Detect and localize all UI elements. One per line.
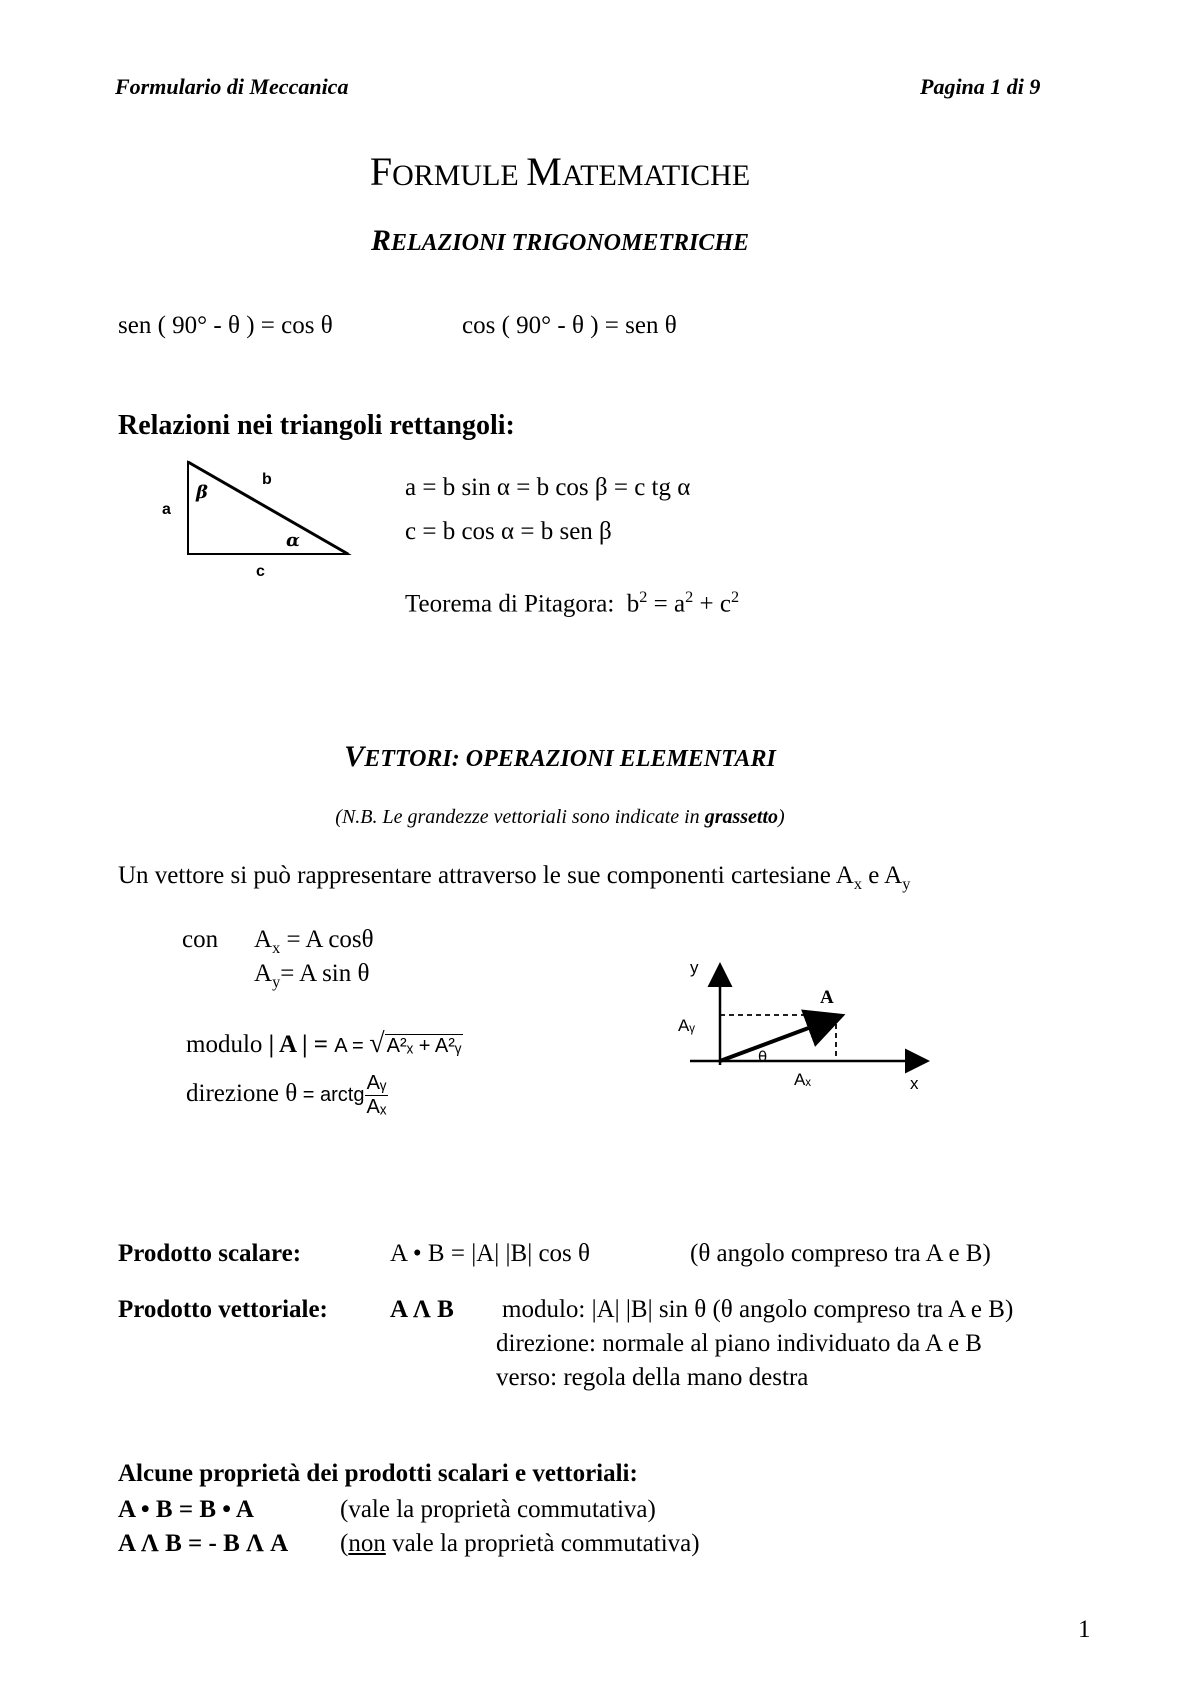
direzione-formula: direzione θ = arctg $\frac{\text{Aᵧ}}{\text{Aₓ}}$ xyxy=(186,1072,387,1118)
header-title: Formulario di Meccanica xyxy=(115,74,349,99)
pythagorean-theorem: Teorema di Pitagora: $b^2 = a^2 + c^2$ xyxy=(405,588,740,618)
diagram-label-A: A xyxy=(820,987,834,1008)
diagram-label-y: y xyxy=(690,958,699,977)
label-prodotto-vettoriale: Prodotto vettoriale: xyxy=(118,1296,328,1323)
heading-properties: Alcune proprietà dei prodotti scalari e vettoriali: xyxy=(118,1460,638,1487)
note-bold-vectors: (N.B. Le grandezze vettoriali sono indicate in grassetto) xyxy=(335,806,785,828)
modulo-formula: modulo | A | = A = √ A²ₓ + A²ᵧ xyxy=(186,1028,462,1059)
label-prodotto-scalare: Prodotto scalare: xyxy=(118,1240,302,1267)
vettoriale-direzione: direzione: normale al piano individuato da A e B xyxy=(496,1330,982,1357)
formula-prodotto-vettoriale: A Λ B xyxy=(390,1296,454,1323)
page-title: FORMULE MATEMATICHE xyxy=(369,149,751,194)
diagram-label-Ax: Aₓ xyxy=(794,1070,811,1089)
vettoriale-modulo: modulo: |A| |B| sin θ (θ angolo compreso tra A e B) xyxy=(502,1296,1014,1323)
component-ax: $A_x = A$ cosθ xyxy=(254,926,374,957)
property-commutative-note: (vale la proprietà commutativa) xyxy=(340,1496,656,1523)
note-prodotto-scalare: (θ angolo compreso tra A e B) xyxy=(690,1240,991,1267)
right-triangle-diagram xyxy=(150,452,370,582)
vector-A-arrow xyxy=(720,1017,838,1061)
property-commutative-formula: A • B = B • A xyxy=(118,1496,254,1523)
formula-cos-complement: cos ( 90° - θ ) = sen θ xyxy=(462,312,677,339)
page-number: 1 xyxy=(1078,1616,1091,1643)
property-anticommutative-formula: A Λ B = - B Λ A xyxy=(118,1530,289,1557)
section-title-vectors: VETTORI: OPERAZIONI ELEMENTARI xyxy=(344,740,776,773)
component-ay: $A_y= A$ sin θ xyxy=(254,960,370,991)
vettoriale-verso: verso: regola della mano destra xyxy=(496,1364,809,1391)
formula-prodotto-scalare: A • B = |A| |B| cos θ xyxy=(390,1240,590,1267)
triangle-equation-c: c = b cos α = b sen β xyxy=(405,518,612,545)
vector-diagram xyxy=(670,955,940,1105)
triangle-label-alpha: α xyxy=(286,530,300,551)
section-title-trigonometry: RELAZIONI TRIGONOMETRICHE xyxy=(370,224,750,257)
label-con: con xyxy=(182,926,219,953)
vector-intro: Un vettore si può rappresentare attraverso le sue componenti cartesiane $A_x$ e $A_y$ xyxy=(118,862,911,893)
triangle-equation-a: a = b sin α = b cos β = c tg α xyxy=(405,474,691,501)
triangle-label-beta: β xyxy=(196,482,208,503)
page-indicator: Pagina 1 di 9 xyxy=(920,74,1041,99)
heading-right-triangles: Relazioni nei triangoli rettangoli: xyxy=(118,410,515,441)
triangle-label-c: c xyxy=(256,563,265,580)
triangle-label-b: b xyxy=(262,471,272,488)
formula-sen-complement: sen ( 90° - θ ) = cos θ xyxy=(118,312,333,339)
property-anticommutative-note: (non vale la proprietà commutativa) xyxy=(340,1530,700,1557)
diagram-label-x: x xyxy=(910,1074,919,1093)
diagram-label-theta: θ xyxy=(758,1048,768,1066)
diagram-label-Ay: Aᵧ xyxy=(678,1016,695,1035)
triangle-label-a: a xyxy=(162,501,171,518)
